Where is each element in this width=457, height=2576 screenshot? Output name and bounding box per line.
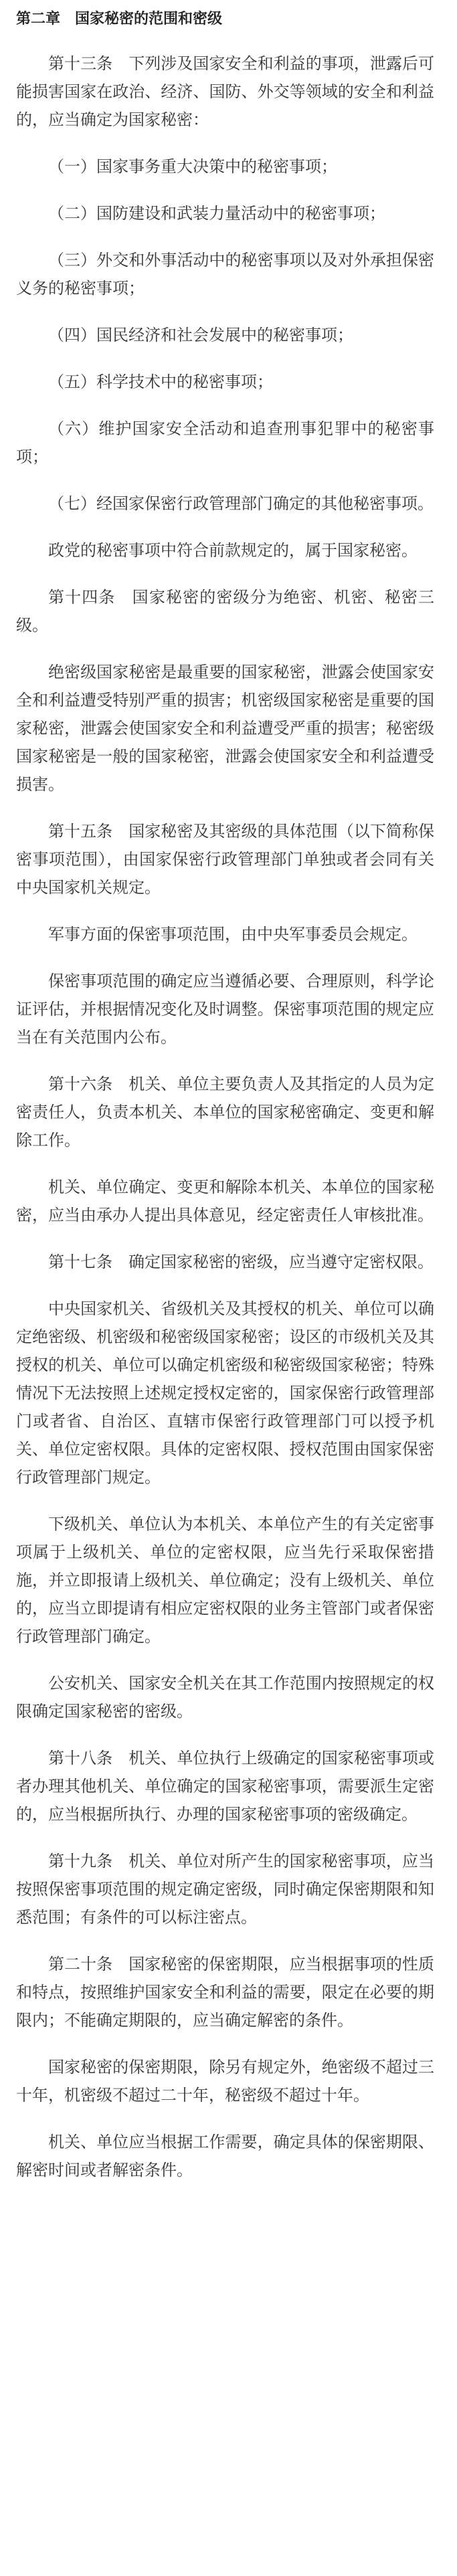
paragraph: 公安机关、国家安全机关在其工作范围内按照规定的权限确定国家秘密的密级。 [16,1674,434,1721]
paragraph: （三）外交和外事活动中的秘密事项以及对外承担保密义务的秘密事项； [16,251,434,298]
paragraph: （七）经国家保密行政管理部门确定的其他秘密事项。 [48,494,434,513]
paragraph: 军事方面的保密事项范围，由中央军事委员会规定。 [48,925,418,944]
paragraph: 第十六条 机关、单位主要负责人及其指定的人员为定密责任人，负责本机关、本单位的国家秘密确定、变更和解除工作。 [16,1075,434,1150]
paragraph: 中央国家机关、省级机关及其授权的机关、单位可以确定绝密级、机密级和秘密级国家秘密；设区的市级机关及其授权的机关、单位可以确定机密级和秘密级国家秘密；特殊情况下无法按照上述规定授权定密的，国家保密行政管理部门或者省、自治区、直辖市保密行政管理部门可以授予机关、单位定密权限。具体的定密权限、授权范围由国家保密行政管理部门规定。 [16,1299,434,1487]
paragraph: （六）维护国家安全活动和追查刑事犯罪中的秘密事项； [16,419,434,466]
article-content [16,8,434,2184]
paragraph: （二）国防建设和武装力量活动中的秘密事项； [48,204,385,223]
paragraph: 第十五条 国家秘密及其密级的具体范围（以下简称保密事项范围），由国家保密行政管理部门单独或者会同有关中央国家机关规定。 [16,822,434,897]
paragraph: 下级机关、单位认为本机关、本单位产生的有关定密事项属于上级机关、单位的定密权限，应当先行采取保密措施，并立即报请上级机关、单位确定；没有上级机关、单位的，应当立即提请有相应定密权限的业务主管部门或者保密行政管理部门确定。 [16,1515,434,1646]
paragraph: 国家秘密的保密期限，除另有规定外，绝密级不超过三十年，机密级不超过二十年，秘密级不超过十年。 [16,2058,434,2105]
paragraph: 政党的秘密事项中符合前款规定的，属于国家秘密。 [48,541,418,560]
chapter-title: 第二章 国家秘密的范围和密级 [16,11,223,27]
paragraph: 第十七条 确定国家秘密的密级，应当遵守定密权限。 [48,1253,434,1271]
paragraph: 第十四条 国家秘密的密级分为绝密、机密、秘密三级。 [16,588,434,635]
paragraph: 保密事项范围的确定应当遵循必要、合理原则，科学论证评估，并根据情况变化及时调整。保密事项范围的规定应当在有关范围内公布。 [16,972,434,1047]
paragraph: 机关、单位确定、变更和解除本机关、本单位的国家秘密，应当由承办人提出具体意见，经定密责任人审核批准。 [16,1178,434,1224]
paragraph: 第十九条 机关、单位对所产生的国家秘密事项，应当按照保密事项范围的规定确定密级，同时确定保密期限和知悉范围；有条件的可以标注密点。 [16,1852,434,1927]
paragraph: 机关、单位应当根据工作需要，确定具体的保密期限、解密时间或者解密条件。 [16,2133,434,2179]
paragraph: （五）科学技术中的秘密事项； [48,372,273,391]
paragraph: 第十三条 下列涉及国家安全和利益的事项，泄露后可能损害国家在政治、经济、国防、外交等领域的安全和利益的，应当确定为国家秘密： [16,54,434,129]
paragraph: （四）国民经济和社会发展中的秘密事项； [48,326,353,344]
paragraph: 第十八条 机关、单位执行上级确定的国家秘密事项或者办理其他机关、单位确定的国家秘密事项，需要派生定密的，应当根据所执行、办理的国家秘密事项的密级确定。 [16,1749,434,1824]
paragraph: 绝密级国家秘密是最重要的国家秘密，泄露会使国家安全和利益遭受特别严重的损害；机密级国家秘密是重要的国家秘密，泄露会使国家安全和利益遭受严重的损害；秘密级国家秘密是一般的国家秘密，泄露会使国家安全和利益遭受损害。 [16,663,434,794]
paragraph: 第二十条 国家秘密的保密期限，应当根据事项的性质和特点，按照维护国家安全和利益的需要，限定在必要的期限内；不能确定期限的，应当确定解密的条件。 [16,1955,434,2030]
paragraph: （一）国家事务重大决策中的秘密事项； [48,157,337,176]
